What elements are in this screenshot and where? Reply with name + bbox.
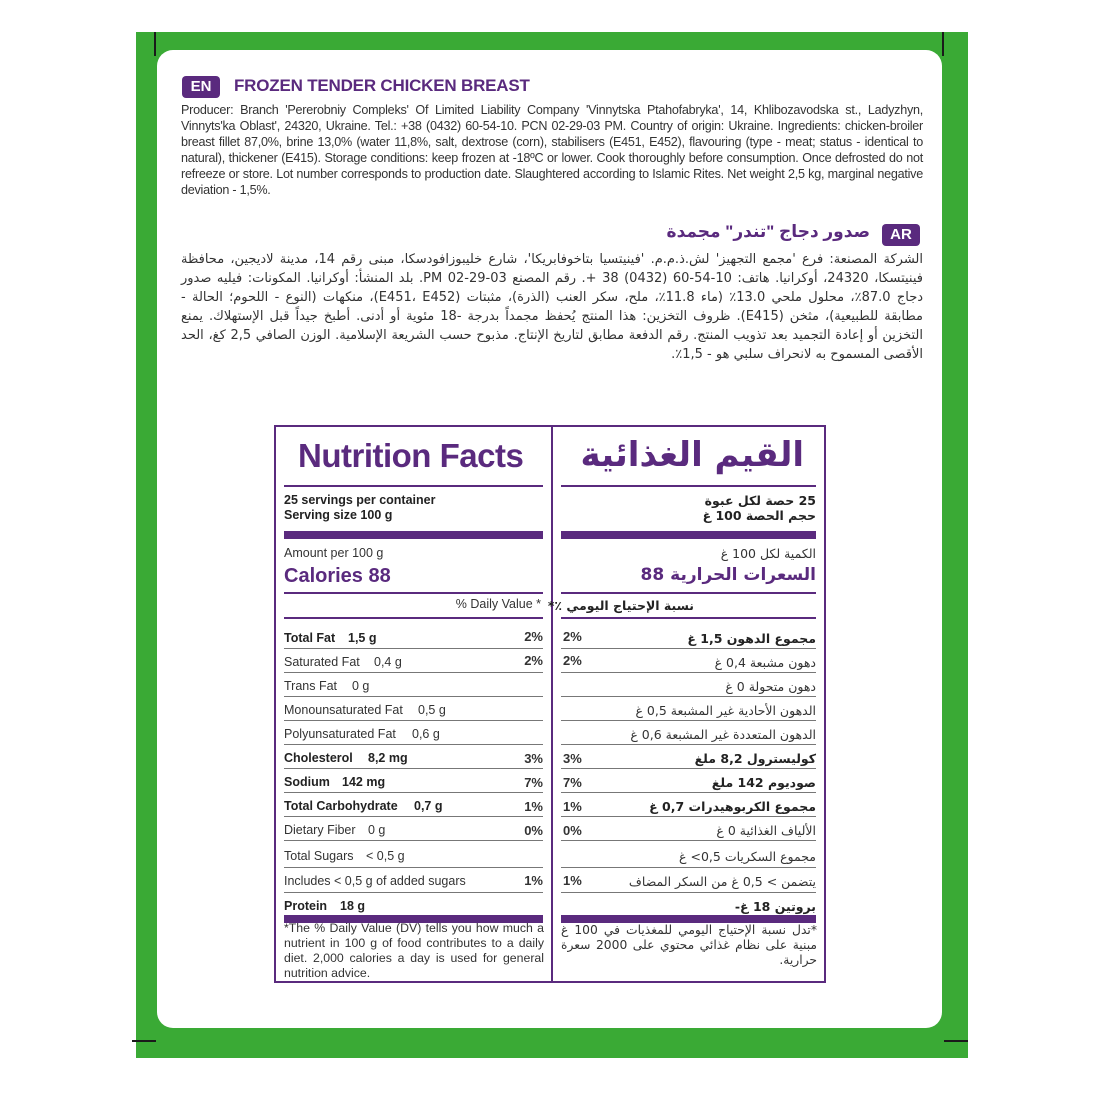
nutrient-label: Cholesterol: [284, 751, 353, 765]
crop-mark: [132, 1040, 156, 1042]
nutrient-daily-value: 1%: [563, 873, 582, 888]
nutrient-label: Saturated Fat: [284, 655, 360, 669]
nutrient-label-ar: مجموع الدهون 1,5 غ: [687, 631, 816, 646]
nutrient-label: Total Sugars: [284, 849, 354, 863]
thick-divider: [561, 531, 816, 539]
serving-size: Serving size 100 g: [284, 508, 393, 522]
nutrient-label-ar: يتضمن > 0,5 غ من السكر المضاف: [628, 874, 816, 889]
nutrient-label-ar: دهون متحولة 0 غ: [725, 679, 816, 694]
nutrient-label-ar: مجموع السكريات 0,5> غ: [679, 849, 816, 864]
nutrient-label-ar: الدهون المتعددة غير المشبعة 0,6 غ: [630, 727, 816, 742]
divider: [561, 617, 816, 619]
divider: [284, 617, 543, 619]
ar-product-description: الشركة المصنعة: فرع 'مجمع التجهيز' لش.ذ.م.م. 'فينيتسيا بتاخوفابريكا'، شارع خليبوزافودسكا، مبنى رقم 14، مدينة لاديجين، محافظة فينيتسكا، 24320، أوكرانيا. هاتف: 10-54-60 (0432) 38 +. رقم المصنع 03-29-02 PM. بلد المنشأ: أوكرانيا. المكونات: فيليه صدور دجاج 87.0٪، محلول ملحي 13.0٪ (ماء 11.8٪، ملح، سكر العنب (الذرة)، مثبتات (E451، E452)، منكهات (النوع - اللحوم؛ الحالة - مطابقة للطبيعية)، مثخن (E415). ظروف التخزين: هذا المنتج يُحفظ مجمداً بدرجة -18 مئوية أو أدنى. أطبخ جيداً قبل الإستهلاك. يمنع التخزين أو إعادة التجميد بعد تذويب المنتج. رقم الدفعة مطابق لتاريخ الإنتاج. مذبوح حسب الشريعة الإسلامية. الوزن الصافي 2,5 كغ، الحد الأقصى المسموح به لانحراف سلبي هو - 1,5٪.: [181, 252, 924, 362]
nutrient-value: < 0,5 g: [366, 849, 405, 863]
ar-product-title: صدور دجاج "تندر" مجمدة: [666, 222, 870, 241]
nutrient-daily-value: 2%: [563, 629, 582, 644]
row-divider: [561, 892, 816, 893]
en-product-description: Producer: Branch 'Pererobniy Compleks' Of Limited Liability Company 'Vinnytska Ptahofabryka', 14, Khlibozavodska st., Ladyzhyn, Vinnyts'ka Oblast', 24320, Ukraine. Tel.: +38 (0432) 60-54-10. PCN 02-29-03 PM. Country of origin: Ukraine. Ingredients: chicken-broiler breast fillet 87,0%, brine 13,0% (water 11,8%, salt, dextrose (corn), stabilisers (E451, E452), flavouring (type - meat; status - identical to natural), thickener (E415). Storage conditions: keep frozen at -18ºC or lower. Cook thoroughly before consumption. Once defrosted do not refreeze or store. Lot number corresponds to production date. Slaughtered according to Islamic Rites. Net weight 2,5 kg, marginal negative deviation - 1,5%.: [181, 103, 923, 197]
nutrient-label-ar: الدهون الأحادية غير المشبعة 0,5 غ: [635, 703, 816, 718]
nutrient-label: Includes < 0,5 g of added sugars: [284, 874, 466, 888]
nutrient-label: Dietary Fiber: [284, 823, 356, 837]
daily-value-footnote: *The % Daily Value (DV) tells you how much a nutrient in 100 g of food contributes to a daily diet. 2,000 calories a day is used for general nutrition advice.: [284, 921, 544, 980]
nutrient-label-ar: مجموع الكربوهيدرات 0,7 غ: [649, 799, 816, 814]
row-divider: [284, 892, 543, 893]
calories-ar: السعرات الحرارية 88: [640, 565, 816, 585]
nutrient-daily-value: 7%: [563, 775, 582, 790]
nutrient-label: Total Carbohydrate: [284, 799, 398, 813]
row-divider: [284, 840, 543, 841]
nutrition-facts-title-ar: القيم الغذائية: [580, 435, 804, 475]
nutrient-daily-value: 7%: [524, 775, 543, 790]
nutrient-daily-value: 1%: [524, 799, 543, 814]
row-divider: [284, 720, 543, 721]
servings-per-container: 25 servings per container: [284, 493, 436, 507]
nutrient-label: Protein: [284, 899, 328, 913]
calories: Calories 88: [284, 565, 391, 587]
serving-size-ar: حجم الحصة 100 غ: [702, 508, 816, 523]
row-divider: [284, 696, 543, 697]
row-divider: [284, 648, 543, 649]
servings-per-container-ar: 25 حصة لكل عبوة: [704, 493, 816, 508]
row-divider: [284, 768, 543, 769]
nutrient-daily-value: 2%: [524, 653, 543, 668]
thick-divider: [284, 531, 543, 539]
row-divider: [561, 840, 816, 841]
nutrition-facts-table: [274, 425, 826, 983]
nutrient-daily-value: 2%: [563, 653, 582, 668]
amount-per-serving: Amount per 100 g: [284, 546, 384, 560]
nutrient-value: 142 mg: [342, 775, 386, 789]
crop-mark: [944, 1040, 968, 1042]
row-divider: [561, 867, 816, 868]
crop-mark: [154, 32, 156, 56]
nutrient-label: Total Fat: [284, 631, 336, 645]
nutrient-daily-value: 0%: [563, 823, 582, 838]
nutrient-label: Polyunsaturated Fat: [284, 727, 396, 741]
daily-value-header: % Daily Value *: [455, 597, 541, 611]
nutrient-label: Monounsaturated Fat: [284, 703, 403, 717]
row-divider: [561, 696, 816, 697]
divider: [284, 485, 543, 487]
amount-per-serving-ar: الكمية لكل 100 غ: [720, 546, 816, 561]
en-language-badge: EN: [182, 76, 220, 98]
nutrient-label-ar: بروتين 18 غ-: [734, 899, 816, 914]
daily-value-footnote-ar: *تدل نسبة الإحتياج اليومي للمغذيات في 100 غ مبنية على نظام غذائي محتوي على 2000 سعرة حرارية.: [561, 923, 818, 967]
nutrient-daily-value: 3%: [563, 751, 582, 766]
nutrient-daily-value: 2%: [524, 629, 543, 644]
daily-value-header-ar: نسبة الإحتياج اليومي ٪*: [547, 598, 694, 613]
row-divider: [561, 816, 816, 817]
row-divider: [284, 867, 543, 868]
nutrient-value: 0 g: [352, 679, 370, 693]
nutrient-value: 0,5 g: [418, 703, 446, 717]
nutrient-label: Trans Fat: [284, 679, 338, 693]
divider: [284, 592, 543, 594]
nutrient-label-ar: صوديوم 142 ملغ: [711, 775, 816, 790]
row-divider: [284, 672, 543, 673]
nutrient-value: 0 g: [368, 823, 386, 837]
nutrient-label-ar: الألياف الغذائية 0 غ: [716, 823, 816, 838]
row-divider: [561, 672, 816, 673]
nutrient-value: 1,5 g: [348, 631, 377, 645]
nutrition-facts-arabic: [547, 427, 824, 981]
nutrient-label-ar: كوليسترول 8,2 ملغ: [694, 751, 816, 766]
divider: [561, 592, 816, 594]
nutrition-facts-english: [276, 427, 551, 981]
nutrient-value: 8,2 mg: [368, 751, 408, 765]
row-divider: [284, 744, 543, 745]
nutrient-daily-value: 0%: [524, 823, 543, 838]
crop-mark: [942, 32, 944, 56]
nutrient-daily-value: 3%: [524, 751, 543, 766]
ar-language-badge: AR: [882, 224, 920, 246]
nutrient-daily-value: 1%: [563, 799, 582, 814]
nutrient-value: 0,4 g: [374, 655, 402, 669]
nutrient-value: 0,7 g: [414, 799, 443, 813]
row-divider: [561, 792, 816, 793]
nutrient-value: 0,6 g: [412, 727, 440, 741]
row-divider: [284, 792, 543, 793]
nutrition-facts-title: Nutrition Facts: [298, 437, 524, 474]
row-divider: [561, 648, 816, 649]
row-divider: [284, 816, 543, 817]
row-divider: [561, 720, 816, 721]
nutrient-label: Sodium: [284, 775, 330, 789]
row-divider: [561, 768, 816, 769]
nutrient-value: 18 g: [340, 899, 366, 913]
divider: [561, 485, 816, 487]
thick-divider: [561, 915, 816, 923]
en-product-title: FROZEN TENDER CHICKEN BREAST: [234, 76, 530, 95]
nutrient-daily-value: 1%: [524, 873, 543, 888]
nutrient-label-ar: دهون مشبعة 0,4 غ: [714, 655, 816, 670]
row-divider: [561, 744, 816, 745]
